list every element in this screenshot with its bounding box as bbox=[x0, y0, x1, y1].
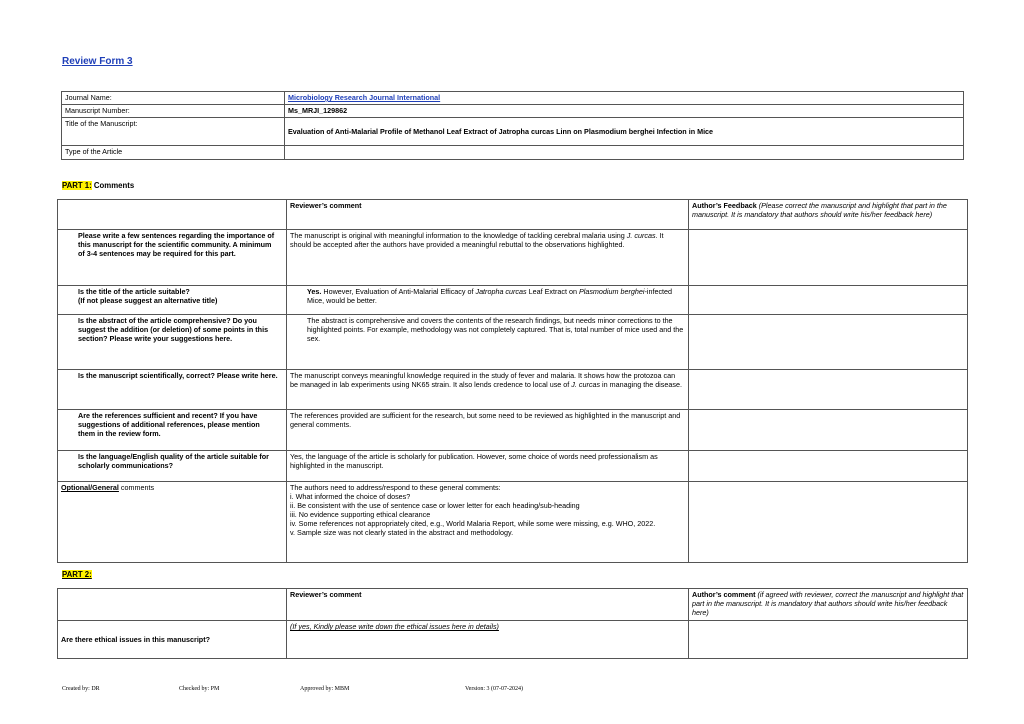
optional-item: iii. No evidence supporting ethical clearance bbox=[290, 510, 431, 519]
question-references: Are the references sufficient and recent? If you have suggestions of additional references, please mention them in the review form. bbox=[58, 410, 287, 451]
article-type-value bbox=[285, 146, 964, 160]
comment-ethics bbox=[287, 621, 689, 659]
part1-author-header bbox=[689, 200, 968, 230]
manuscript-info-table bbox=[61, 91, 964, 160]
question-ethics: Are there ethical issues in this manuscript? bbox=[58, 621, 287, 659]
comment-importance-species: J. curcas bbox=[626, 231, 656, 240]
optional-general-label: Optional/General bbox=[61, 483, 119, 492]
comment-scientific-text-2: in managing the disease. bbox=[600, 380, 682, 389]
question-language: Is the language/English quality of the article suitable for scholarly communications? bbox=[58, 451, 287, 482]
part1-author-header-note: (Please correct the manuscript and highlight that part in the manuscript. It is mandatory that authors should write his/her feedback here) bbox=[692, 201, 947, 219]
comment-importance-text-2: . It should be accepted after the authors have provided a meaningful rebuttal to the observations highlighted. bbox=[290, 231, 664, 249]
optional-comments-body bbox=[287, 482, 689, 563]
feedback-references[interactable] bbox=[689, 410, 968, 451]
comment-importance bbox=[287, 230, 689, 286]
comment-scientific bbox=[287, 370, 689, 410]
part2-label: PART 2: bbox=[62, 570, 92, 579]
part1-label-suffix: Comments bbox=[91, 181, 135, 190]
journal-name-link[interactable]: Microbiology Research Journal International bbox=[288, 93, 441, 102]
part2-question-header bbox=[58, 589, 287, 621]
comment-title-species-2: Plasmodium berghei bbox=[578, 287, 645, 296]
optional-item: i. What informed the choice of doses? bbox=[290, 492, 411, 501]
part2-author-header bbox=[689, 589, 968, 621]
part1-heading bbox=[62, 181, 134, 190]
article-type-label: Type of the Article bbox=[62, 146, 285, 160]
comment-title-yes: Yes. bbox=[307, 287, 322, 296]
optional-item: iv. Some references not appropriately cited, e.g., World Malaria Report, while some were missing, e.g. WHO, 2022. bbox=[290, 519, 656, 528]
feedback-importance[interactable] bbox=[689, 230, 968, 286]
journal-name-label: Journal Name: bbox=[62, 92, 285, 105]
footer-version: Version: 3 (07-07-2024) bbox=[465, 686, 523, 692]
part2-heading bbox=[62, 570, 92, 579]
part2-reviewer-header: Reviewer’s comment bbox=[287, 589, 689, 621]
optional-item: v. Sample size was not clearly stated in the abstract and methodology. bbox=[290, 528, 514, 537]
feedback-title[interactable] bbox=[689, 286, 968, 315]
part1-label: PART 1: bbox=[62, 181, 92, 190]
comment-title bbox=[287, 286, 689, 315]
comment-scientific-text-1: The manuscript conveys meaningful knowledge required in the study of fever and malaria. It shows how the protozoa can be managed in lab experiments using NK65 strain. It also lends credence to local use of bbox=[290, 371, 676, 389]
footer-checked-by: Checked by: PM bbox=[179, 686, 220, 692]
part1-question-header bbox=[58, 200, 287, 230]
comment-references: The references provided are sufficient for the research, but some need to be reviewed as highlighted in the manuscript and general comments. bbox=[287, 410, 689, 451]
comment-importance-text-1: The manuscript is original with meaningful information to the knowledge of tackling cerebral malaria using bbox=[290, 231, 627, 240]
comment-language: Yes, the language of the article is scholarly for publication. However, some choice of words need professionalism as highlighted in the manuscript. bbox=[287, 451, 689, 482]
comment-scientific-species: J. curcas bbox=[571, 380, 601, 389]
comment-title-text-1: However, Evaluation of Anti-Malarial Efficacy of bbox=[321, 287, 476, 296]
part2-ethics-table bbox=[57, 588, 968, 659]
comment-title-text-2: Leaf Extract on bbox=[526, 287, 579, 296]
feedback-optional[interactable] bbox=[689, 482, 968, 563]
optional-comments-suffix: comments bbox=[118, 483, 155, 492]
comment-title-text-3: -infected Mice, would be better. bbox=[307, 287, 673, 305]
optional-comments-label bbox=[58, 482, 287, 563]
feedback-abstract[interactable] bbox=[689, 315, 968, 370]
feedback-ethics[interactable] bbox=[689, 621, 968, 659]
part1-comments-table bbox=[57, 199, 968, 563]
manuscript-number-label: Manuscript Number: bbox=[62, 105, 285, 118]
feedback-scientific[interactable] bbox=[689, 370, 968, 410]
manuscript-title-value: Evaluation of Anti-Malarial Profile of Methanol Leaf Extract of Jatropha curcas Linn on Plasmodium berghei Infection in Mice bbox=[285, 118, 964, 146]
comment-title-species-1: Jatropha curcas bbox=[475, 287, 527, 296]
footer-created-by: Created by: DR bbox=[62, 686, 100, 692]
question-scientific: Is the manuscript scientifically, correct? Please write here. bbox=[58, 370, 287, 410]
ethics-instruction: (If yes, Kindly please write down the ethical issues here in details) bbox=[290, 622, 499, 631]
form-title: Review Form 3 bbox=[62, 56, 133, 67]
part1-author-header-bold: Author’s Feedback bbox=[692, 201, 757, 210]
part2-author-header-bold: Author’s comment bbox=[692, 590, 756, 599]
manuscript-title-label: Title of the Manuscript: bbox=[62, 118, 285, 146]
question-abstract: Is the abstract of the article comprehensive? Do you suggest the addition (or deletion) of some points in this section? Please write your suggestions here. bbox=[58, 315, 287, 370]
comment-abstract: The abstract is comprehensive and covers the contents of the research findings, but needs minor corrections to the highlighted points. For example, methodology was not completely captured. That is, total number of mice used and the sex. bbox=[287, 315, 689, 370]
part1-reviewer-header: Reviewer’s comment bbox=[287, 200, 689, 230]
feedback-language[interactable] bbox=[689, 451, 968, 482]
part2-author-header-note: (if agreed with reviewer, correct the manuscript and highlight that part in the manuscript. It is mandatory that authors should write his/her feedback here) bbox=[692, 590, 964, 617]
footer-approved-by: Approved by: MBM bbox=[300, 686, 350, 692]
optional-comments-intro: The authors need to address/respond to these general comments: bbox=[290, 483, 501, 492]
optional-item: ii. Be consistent with the use of sentence case or lower letter for each heading/sub-heading bbox=[290, 501, 580, 510]
question-importance: Please write a few sentences regarding the importance of this manuscript for the scientific community. A minimum of 3-4 sentences may be required for this part. bbox=[58, 230, 287, 286]
question-title: Is the title of the article suitable? (If not please suggest an alternative title) bbox=[58, 286, 287, 315]
manuscript-number-value: Ms_MRJI_129862 bbox=[285, 105, 964, 118]
